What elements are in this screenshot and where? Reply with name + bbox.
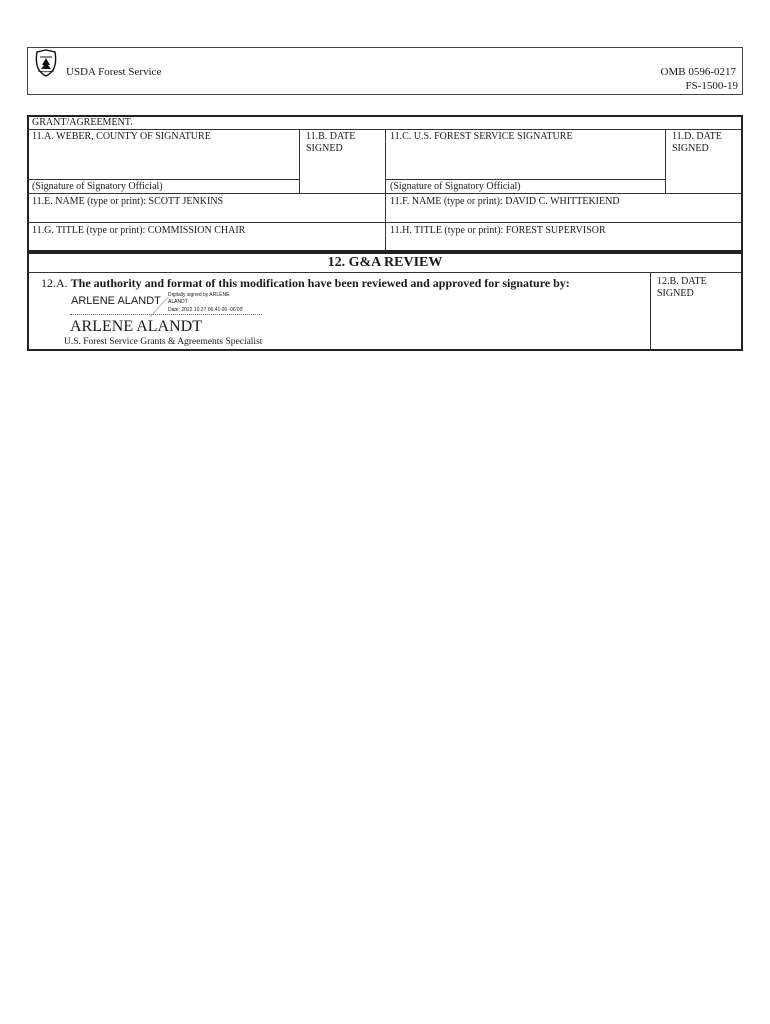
signatory-official-caption: (Signature of Signatory Official) bbox=[32, 181, 163, 192]
digital-signature-detail: Digitally signed by ARLENE bbox=[168, 292, 230, 298]
forest-service-shield-icon bbox=[33, 49, 59, 77]
date-label-line2: SIGNED bbox=[657, 288, 694, 299]
agency-name: USDA Forest Service bbox=[66, 66, 162, 78]
date-label-line2: SIGNED bbox=[306, 143, 343, 154]
divider bbox=[28, 179, 299, 180]
signer-title: U.S. Forest Service Grants & Agreements Specialist bbox=[64, 337, 263, 347]
date-label-line2: SIGNED bbox=[672, 143, 709, 154]
digital-signature-mark-icon bbox=[146, 295, 174, 319]
divider bbox=[385, 179, 665, 180]
forest-service-signature-field[interactable]: 11.C. U.S. FOREST SERVICE SIGNATURE bbox=[390, 131, 573, 142]
county-date-signed-field[interactable] bbox=[306, 131, 355, 155]
form-number: FS-1500-19 bbox=[685, 80, 738, 92]
forest-service-date-signed-field[interactable] bbox=[672, 131, 722, 155]
digital-signature-detail: ALANDT bbox=[168, 299, 188, 305]
divider bbox=[385, 129, 386, 251]
county-signature-field[interactable]: 11.A. WEBER, COUNTY OF SIGNATURE bbox=[32, 131, 211, 142]
grant-agreement-label: GRANT/AGREEMENT. bbox=[32, 117, 133, 128]
review-statement-prefix: 12.A. bbox=[41, 276, 68, 290]
signatory-official-caption: (Signature of Signatory Official) bbox=[390, 181, 521, 192]
omb-number: OMB 0596-0217 bbox=[660, 66, 736, 78]
review-date-signed-field[interactable] bbox=[657, 276, 707, 300]
county-title-field[interactable]: 11.G. TITLE (type or print): COMMISSION CHAIR bbox=[32, 225, 246, 236]
county-name-field[interactable]: 11.E. NAME (type or print): SCOTT JENKINS bbox=[32, 196, 224, 207]
divider bbox=[28, 222, 742, 223]
digital-signature-name[interactable]: ARLENE ALANDT bbox=[71, 295, 161, 307]
date-label-line1: 11.B. DATE bbox=[306, 131, 356, 142]
divider bbox=[650, 272, 651, 350]
signature-line bbox=[70, 314, 262, 315]
divider bbox=[665, 129, 666, 193]
divider bbox=[299, 129, 300, 193]
forest-service-title-field[interactable]: 11.H. TITLE (type or print): FOREST SUPERVISOR bbox=[390, 225, 606, 236]
signer-name: ARLENE ALANDT bbox=[70, 318, 202, 335]
date-label-line1: 11.D. DATE bbox=[672, 131, 722, 142]
divider bbox=[28, 193, 742, 194]
review-section-title: 12. G&A REVIEW bbox=[327, 255, 443, 270]
divider bbox=[28, 272, 742, 273]
digital-signature-detail: Date: 2022.10.27 06:41:06 -06'00' bbox=[168, 307, 244, 313]
review-statement-text: The authority and format of this modification have been reviewed and approved for signature by: bbox=[70, 276, 570, 290]
forest-service-name-field[interactable]: 11.F. NAME (type or print): DAVID C. WHITTEKIEND bbox=[390, 196, 620, 207]
date-label-line1: 12.B. DATE bbox=[657, 276, 707, 287]
review-statement bbox=[41, 276, 570, 291]
